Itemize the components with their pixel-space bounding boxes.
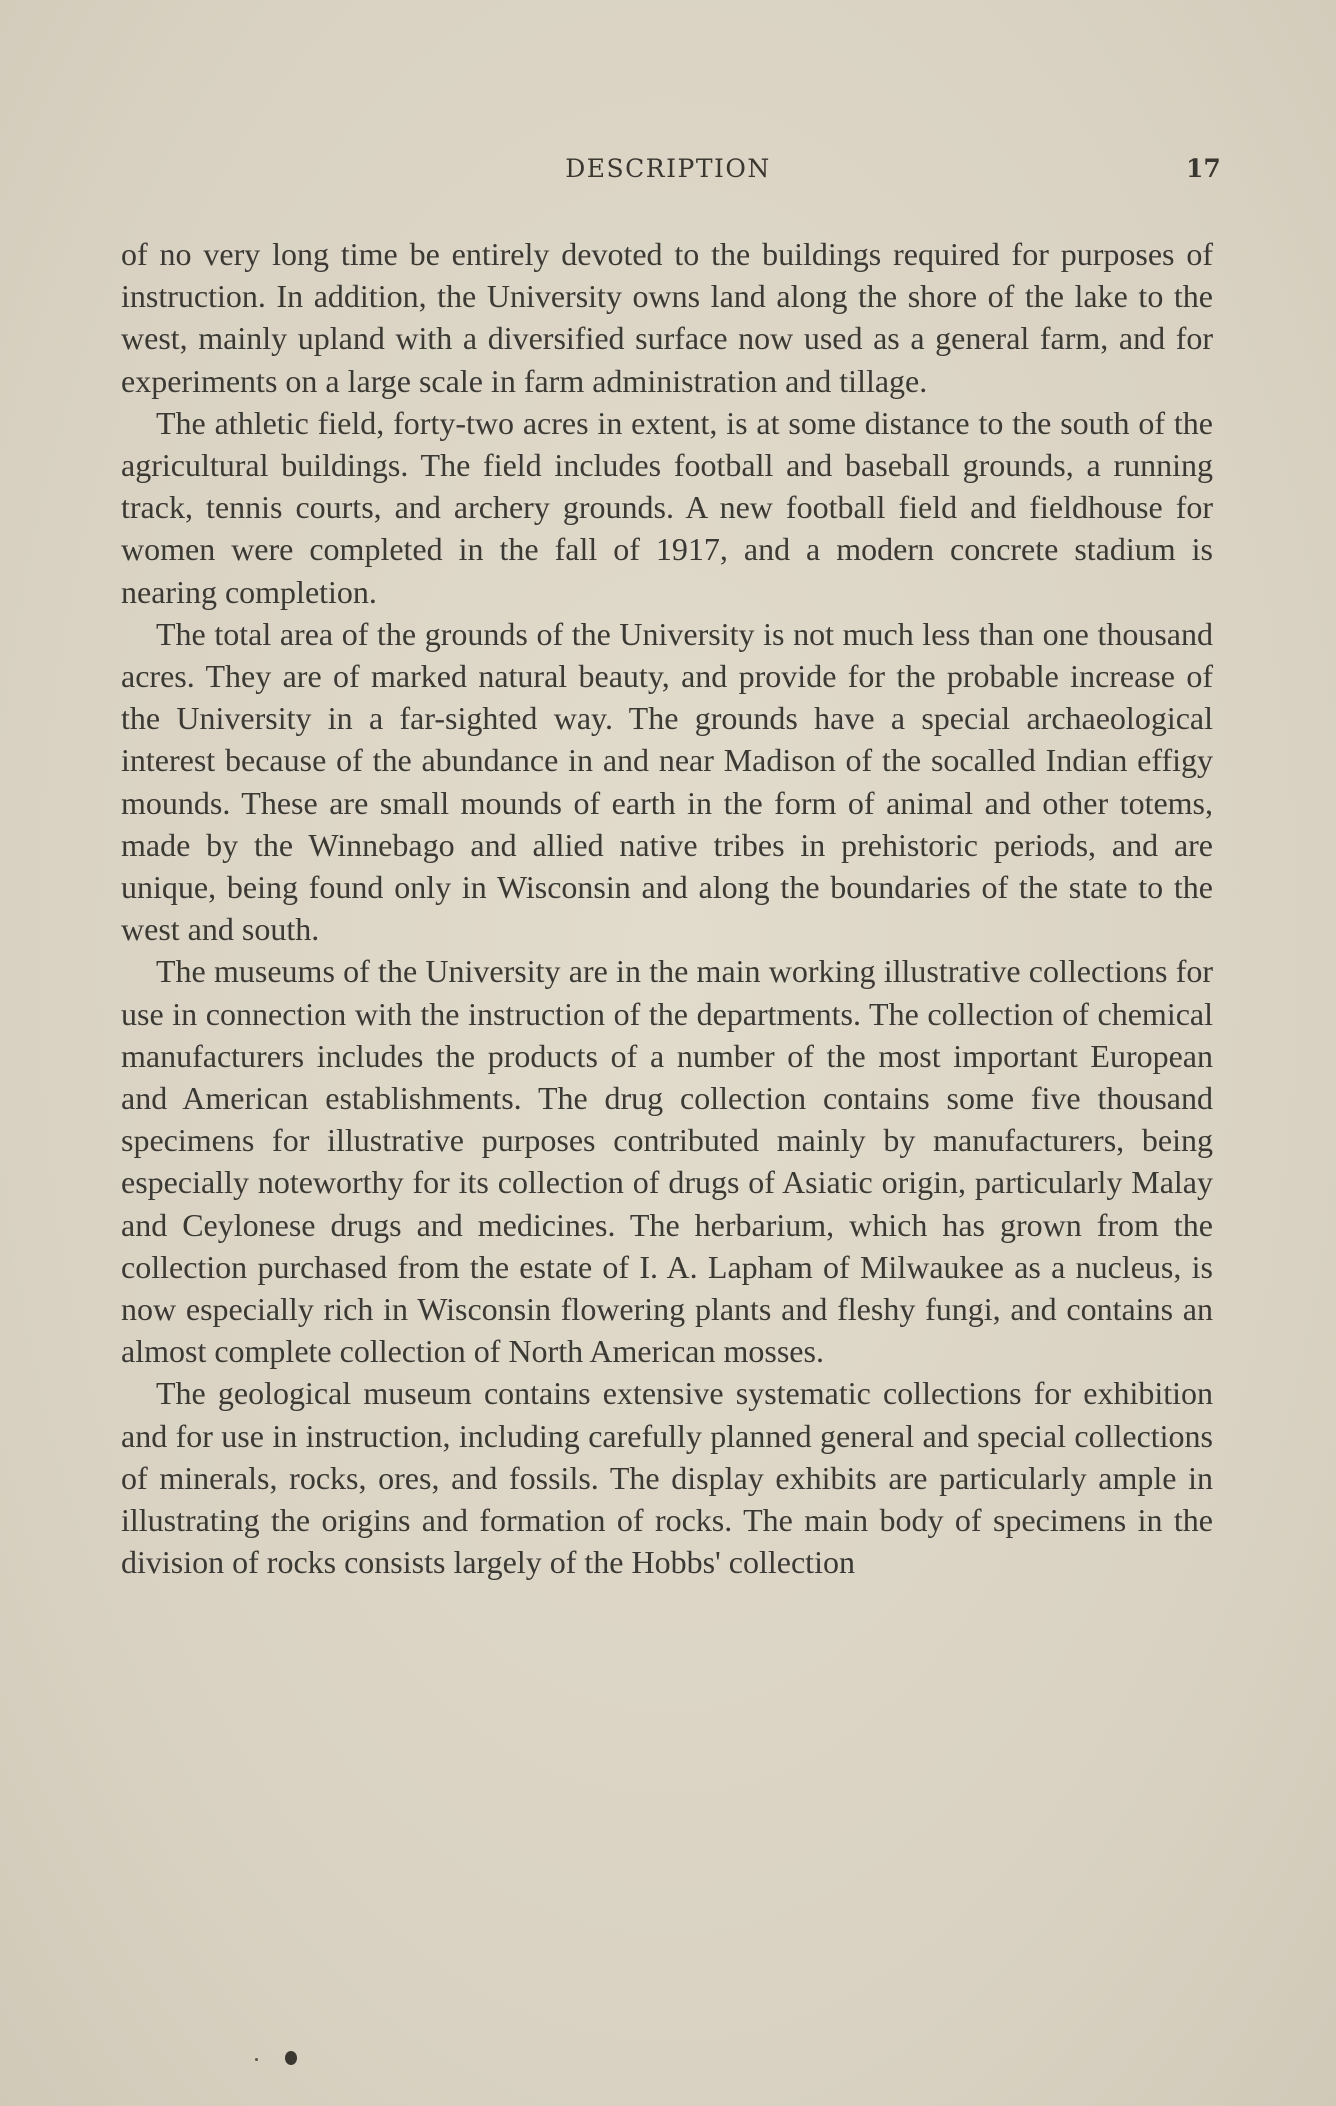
paragraph-museums: The museums of the University are in the main working illustrative collections for use in connection with the instruction of the departments. The collection of chemical manufacturers includes the products of a number of the most important European and American establishments. The drug collection contains some five thousand specimens for illustrative purposes contributed mainly by manufacturers, being especially noteworthy for its collection of drugs of Asiatic origin, particularly Malay and Ceylonese drugs and medicines. The herbarium, which has grown from the collection purchased from the estate of I. A. Lapham of Milwaukee as a nucleus, is now especially rich in Wisconsin flowering plants and fleshy fungi, and contains an almost complete collection of North American mosses. [121, 953, 1213, 1370]
body-text [121, 233, 1213, 1584]
paragraph-grounds: The total area of the grounds of the University is not much less than one thousand acres. They are of marked natural beauty, and provide for the probable increase of the University in a far-sighted way. The grounds have a special archaeological interest because of the abundance in and near Madison of the socalled Indian effigy mounds. These are small mounds of earth in the form of animal and other totems, made by the Winnebago and allied native tribes in prehistoric periods, and are unique, being found only in Wisconsin and along the boundaries of the state to the west and south. [121, 615, 1213, 948]
page-number: 17 [1186, 154, 1221, 183]
page-header [0, 150, 1336, 190]
paper-speck [255, 2058, 258, 2061]
paragraph-athletic-field: The athletic field, forty-two acres in extent, is at some distance to the south of the agricultural buildings. The field includes football and baseball grounds, a running track, tennis courts, and archery grounds. A new football field and fieldhouse for women were completed in the fall of 1917, and a modern concrete stadium is nearing completion. [121, 404, 1213, 610]
paragraph-continued: of no very long time be entirely devoted to the buildings required for purposes of instruction. In addition, the University owns land along the shore of the lake to the west, mainly upland with a diversified surface now used as a general farm, and for experiments on a large scale in farm administration and tillage. [121, 236, 1213, 399]
ink-dot [285, 2051, 297, 2065]
running-head: DESCRIPTION [565, 154, 771, 183]
paragraph-geological-museum: The geological museum contains extensive systematic collections for exhibition and for use in instruction, including carefully planned general and special collections of minerals, rocks, ores, and fossils. The display exhibits are particularly ample in illustrating the origins and formation of rocks. The main body of specimens in the division of rocks consists largely of the Hobbs' collection [121, 1375, 1213, 1581]
